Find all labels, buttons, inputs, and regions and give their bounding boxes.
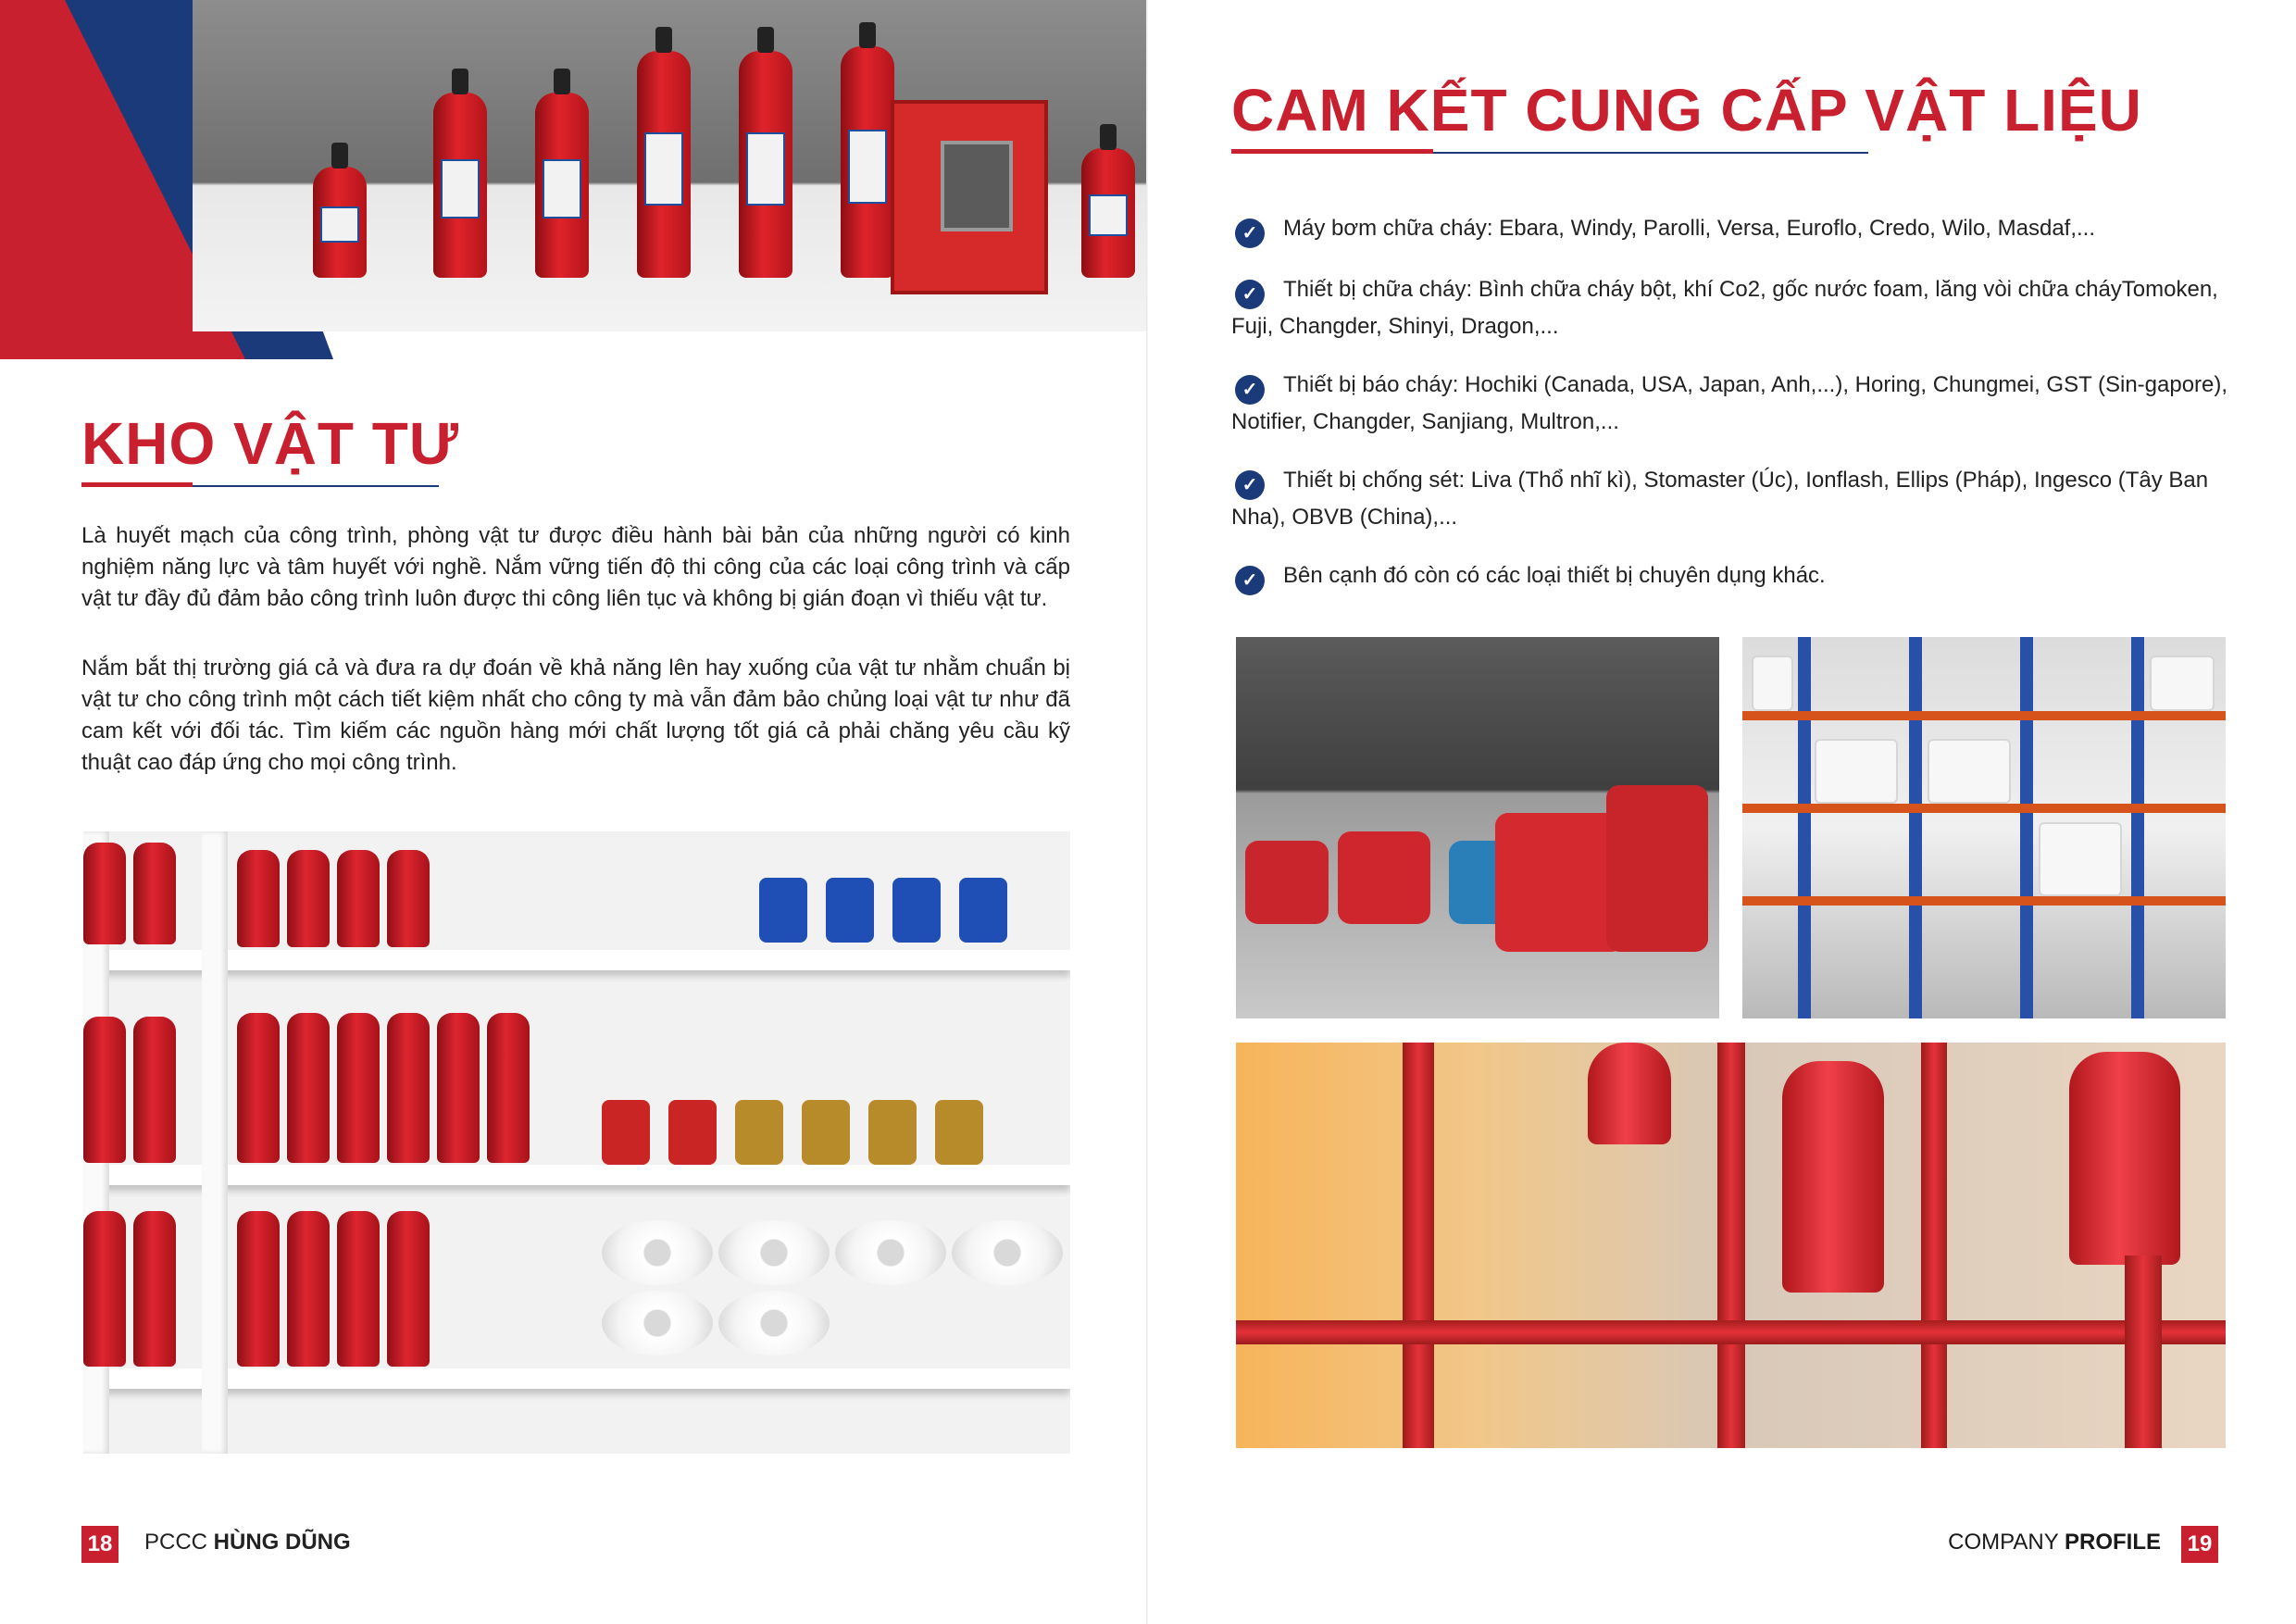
title-underline-red — [1231, 149, 1433, 154]
warehouse-racks-photo — [1742, 637, 2226, 1018]
fire-pumps-photo — [1236, 637, 1719, 1018]
footer-company-name — [144, 1530, 351, 1555]
check-circle-icon: ✓ — [1235, 470, 1265, 500]
fire-extinguishers-display-photo — [193, 0, 1148, 331]
footer-prefix: COMPANY — [1948, 1530, 2065, 1555]
fire-sprinkler-piping-photo — [1236, 1043, 2226, 1448]
footer-brand: HÙNG DŨNG — [213, 1530, 351, 1555]
check-circle-icon: ✓ — [1235, 566, 1265, 595]
page-number: 19 — [2181, 1526, 2218, 1563]
list-item: ✓ Bên cạnh đó còn có các loại thiết bị chuyên dụng khác. — [1231, 558, 2231, 595]
footer-prefix: PCCC — [144, 1530, 214, 1555]
warehouse-shelves-photo — [83, 831, 1070, 1454]
supplier-list — [1231, 211, 2231, 619]
check-circle-icon: ✓ — [1235, 219, 1265, 248]
title-underline-red — [81, 482, 193, 487]
footer-company-profile — [1948, 1530, 2161, 1555]
check-circle-icon: ✓ — [1235, 375, 1265, 405]
check-circle-icon: ✓ — [1235, 280, 1265, 309]
list-item: ✓ Thiết bị chống sét: Liva (Thổ nhĩ kì), Stomaster (Úc), Ionflash, Ellips (Pháp), Ingesco (Tây Ban Nha), OBVB (China),... — [1231, 468, 2209, 530]
paragraph-2: Nắm bắt thị trường giá cả và đưa ra dự đoán về khả năng lên hay xuống của vật tư nhằm chuẩn bị vật tư cho công trình một cách tiết kiệm nhất cho công ty mà vẫn đảm bảo chủng loại vật tư như đã cam kết với đối tác. Tìm kiếm các nguồn hàng mới chất lượng tốt giá cả phải chăng yêu cầu kỹ thuật cao đáp ứng cho mọi công trình. — [81, 656, 1070, 775]
page-number: 18 — [81, 1526, 119, 1563]
footer-brand: PROFILE — [2064, 1530, 2161, 1555]
right-page — [1148, 0, 2296, 1624]
list-item: ✓ Thiết bị báo cháy: Hochiki (Canada, USA, Japan, Anh,...), Horing, Chungmei, GST (Sin-gapore), Notifier, Changder, Sanjiang, Multron,... — [1231, 372, 2228, 434]
page-title: CAM KẾT CUNG CẤP VẬT LIỆU — [1231, 77, 2142, 144]
list-item: ✓ Thiết bị chữa cháy: Bình chữa cháy bột, khí Co2, gốc nước foam, lăng vòi chữa cháyTomoken, Fuji, Changder, Shinyi, Dragon,... — [1231, 277, 2218, 339]
page-title: KHO VẬT TƯ — [81, 410, 459, 477]
paragraph-1: Là huyết mạch của công trình, phòng vật tư được điều hành bài bản của những người có kinh nghiệm năng lực và tâm huyết với nghề. Nắm vững tiến độ thi công của các loại công trình và cấp vật tư đầy đủ đảm bảo công trình luôn được thi công liên tục và không bị gián đoạn vì thiếu vật tư. — [81, 523, 1070, 611]
list-item: ✓ Máy bơm chữa cháy: Ebara, Windy, Parolli, Versa, Euroflo, Credo, Wilo, Masdaf,... — [1231, 211, 2231, 248]
